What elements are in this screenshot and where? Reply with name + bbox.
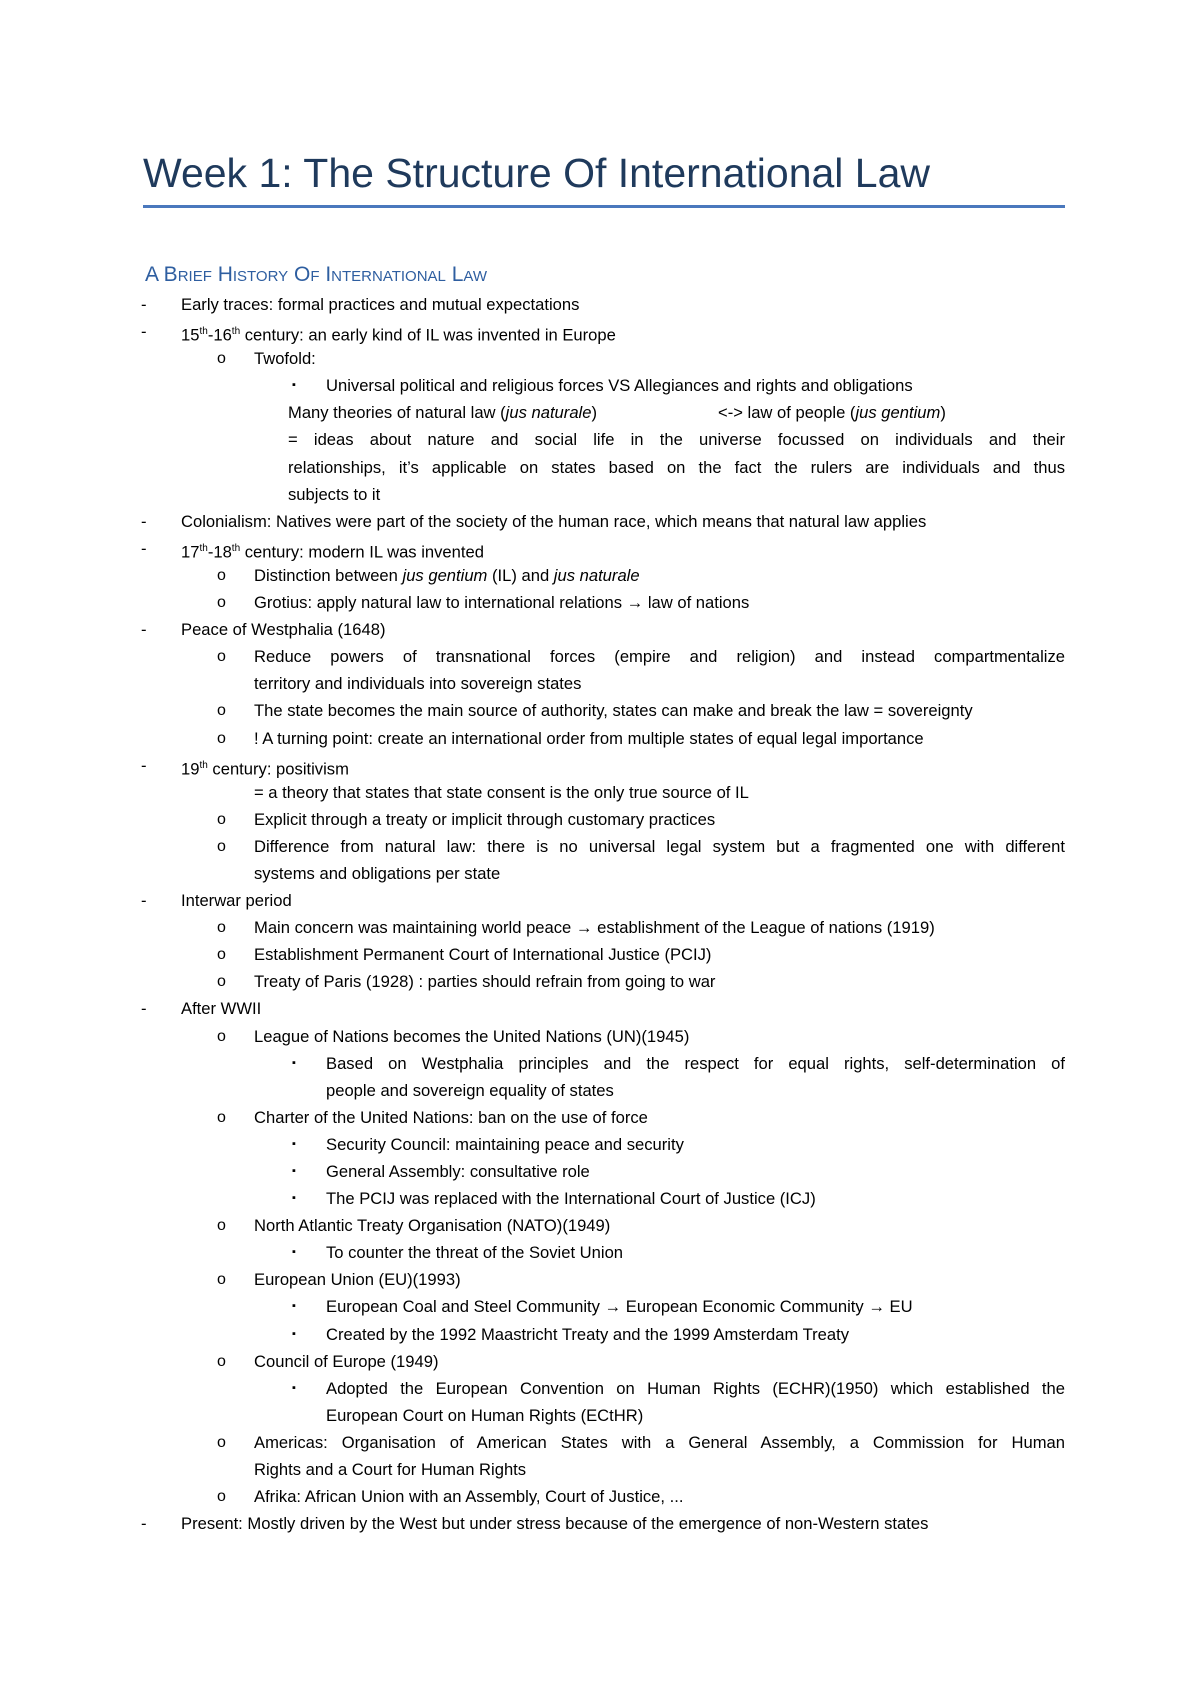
superscript: th xyxy=(199,326,208,338)
list-item xyxy=(0,1266,1200,1293)
list-item xyxy=(0,1375,1200,1402)
list-item xyxy=(0,1402,1200,1429)
list-item xyxy=(0,1429,1200,1456)
list-item-text: Grotius: apply natural law to international relations → law of nations xyxy=(254,593,750,613)
list-item-text: Created by the 1992 Maastricht Treaty and the 1999 Amsterdam Treaty xyxy=(326,1324,849,1344)
list-item-text: Peace of Westphalia (1648) xyxy=(181,620,386,640)
list-item-text: League of Nations becomes the United Nations (UN)(1945) xyxy=(254,1026,690,1046)
list-item xyxy=(0,481,1200,508)
list-item xyxy=(0,1321,1200,1348)
dash-marker: - xyxy=(141,1514,147,1534)
list-item-text: Security Council: maintaining peace and security xyxy=(326,1134,684,1154)
superscript: th xyxy=(231,542,241,554)
list-item xyxy=(0,1158,1200,1185)
circle-marker: o xyxy=(217,594,226,612)
text-run: Distinction between xyxy=(254,565,403,585)
list-item xyxy=(0,1212,1200,1239)
circle-marker: o xyxy=(217,648,226,666)
list-item xyxy=(0,833,1200,860)
notes-list xyxy=(0,291,1200,1537)
circle-marker: o xyxy=(217,1027,226,1045)
list-item xyxy=(0,589,1200,616)
list-item xyxy=(0,1023,1200,1050)
list-item xyxy=(0,1077,1200,1104)
text-run: century: modern IL was invented xyxy=(240,542,484,562)
list-item-text: subjects to it xyxy=(288,484,381,504)
circle-marker: o xyxy=(217,702,226,720)
square-marker: ▪ xyxy=(292,1327,296,1340)
list-item-text: Universal political and religious forces VS Allegiances and rights and obligations xyxy=(326,376,913,396)
dash-marker: - xyxy=(141,538,147,558)
list-item-text: systems and obligations per state xyxy=(254,863,501,883)
dash-marker: - xyxy=(141,999,147,1019)
text-run: <-> law of people ( xyxy=(718,403,856,423)
italic-term: jus gentium xyxy=(855,403,941,423)
list-item xyxy=(0,508,1200,535)
text-run: ) xyxy=(591,403,597,423)
list-item-text: Rights and a Court for Human Rights xyxy=(254,1460,527,1480)
dash-marker: - xyxy=(141,322,147,342)
circle-marker: o xyxy=(217,919,226,937)
list-item xyxy=(0,291,1200,318)
square-marker: ▪ xyxy=(292,1137,296,1150)
list-item xyxy=(0,345,1200,372)
dash-marker: - xyxy=(141,891,147,911)
dash-marker: - xyxy=(141,511,147,531)
list-item xyxy=(0,968,1200,995)
list-item-text: European Court on Human Rights (ECtHR) xyxy=(326,1405,644,1425)
square-marker: ▪ xyxy=(292,1192,296,1205)
circle-marker: o xyxy=(217,946,226,964)
text-run: 15 xyxy=(181,325,200,345)
list-item-text xyxy=(181,535,484,566)
dash-marker: - xyxy=(141,755,147,775)
list-item-text: people and sovereign equality of states xyxy=(326,1080,614,1100)
list-item xyxy=(0,372,1200,399)
circle-marker: o xyxy=(217,350,226,368)
list-item xyxy=(0,399,1200,426)
list-item xyxy=(0,1239,1200,1266)
list-item-text: Council of Europe (1949) xyxy=(254,1351,439,1371)
list-item-text: After WWII xyxy=(181,999,262,1019)
list-item-text: General Assembly: consultative role xyxy=(326,1162,590,1181)
list-item-text: Explicit through a treaty or implicit through customary practices xyxy=(254,809,716,829)
list-item-text: Adopted the European Convention on Human Rights (ECHR)(1950) which established the xyxy=(326,1378,1065,1398)
list-item xyxy=(0,1456,1200,1483)
italic-term: jus naturale xyxy=(505,403,592,423)
list-item xyxy=(0,643,1200,670)
list-item xyxy=(0,806,1200,833)
list-item-text xyxy=(181,318,616,349)
list-item xyxy=(0,562,1200,589)
list-item xyxy=(0,941,1200,968)
list-item-text: Establishment Permanent Court of International Justice (PCIJ) xyxy=(254,945,712,965)
list-item-text: Americas: Organisation of American States with a General Assembly, a Commission for Human xyxy=(254,1432,1065,1452)
list-item-text xyxy=(254,562,640,589)
list-item-text: Early traces: formal practices and mutual expectations xyxy=(181,295,580,314)
list-item-text: Difference from natural law: there is no universal legal system but a fragmented one with different xyxy=(254,836,1065,856)
circle-marker: o xyxy=(217,1271,226,1289)
list-item xyxy=(0,697,1200,724)
list-item xyxy=(0,616,1200,643)
text-run: century: positivism xyxy=(207,759,349,779)
circle-marker: o xyxy=(217,1433,226,1451)
list-item-text: North Atlantic Treaty Organisation (NATO)(1949) xyxy=(254,1216,611,1236)
list-item xyxy=(0,752,1200,779)
superscript: th xyxy=(199,759,208,771)
list-item-text: ! A turning point: create an international order from multiple states of equal legal importance xyxy=(254,728,924,748)
list-item-text: territory and individuals into sovereign states xyxy=(254,674,582,694)
list-item-text: The state becomes the main source of authority, states can make and break the law = sovereignty xyxy=(254,701,973,721)
list-item-text: Based on Westphalia principles and the respect for equal rights, self-determination of xyxy=(326,1053,1065,1073)
list-item-text: = ideas about nature and social life in the universe focussed on individuals and their xyxy=(288,430,1065,450)
list-item xyxy=(0,1131,1200,1158)
dash-marker: - xyxy=(141,620,147,640)
text-run: Many theories of natural law ( xyxy=(288,403,506,423)
circle-marker: o xyxy=(217,810,226,828)
page-title: Week 1: The Structure Of International Law xyxy=(143,150,931,196)
text-run: (IL) and xyxy=(487,565,554,585)
square-marker: ▪ xyxy=(292,1056,296,1069)
section-heading: A Brief History Of International Law xyxy=(145,263,488,286)
square-marker: ▪ xyxy=(292,1300,296,1313)
text-run: 19 xyxy=(181,759,200,779)
list-item xyxy=(0,670,1200,697)
list-item-text xyxy=(181,752,349,783)
list-item xyxy=(0,995,1200,1022)
list-item xyxy=(0,426,1200,453)
superscript: th xyxy=(231,326,241,338)
circle-marker: o xyxy=(217,1352,226,1370)
text-run: ) xyxy=(940,403,946,423)
dash-marker: - xyxy=(141,295,147,314)
italic-term: jus gentium xyxy=(402,565,488,585)
list-item-text: European Union (EU)(1993) xyxy=(254,1270,461,1290)
list-item-text xyxy=(718,399,946,426)
circle-marker: o xyxy=(217,1217,226,1235)
list-item xyxy=(0,1510,1200,1537)
list-item xyxy=(0,1104,1200,1131)
text-run: -18 xyxy=(207,542,232,562)
list-item xyxy=(0,1293,1200,1320)
circle-marker: o xyxy=(217,837,226,855)
square-marker: ▪ xyxy=(292,1381,296,1394)
square-marker: ▪ xyxy=(292,379,296,392)
list-item xyxy=(0,318,1200,345)
list-item-text: relationships, it’s applicable on states based on the fact the rulers are individuals and thus xyxy=(288,457,1065,477)
text-run: 17 xyxy=(181,542,200,562)
list-item-text: The PCIJ was replaced with the International Court of Justice (ICJ) xyxy=(326,1189,816,1209)
square-marker: ▪ xyxy=(292,1246,296,1259)
list-item-text: Twofold: xyxy=(254,349,316,369)
list-item xyxy=(0,1185,1200,1212)
list-item xyxy=(0,454,1200,481)
text-run: century: an early kind of IL was invented in Europe xyxy=(240,325,616,345)
list-item-text: Reduce powers of transnational forces (empire and religion) and instead compartmentalize xyxy=(254,647,1065,667)
square-marker: ▪ xyxy=(292,1165,296,1177)
list-item xyxy=(0,779,1200,806)
list-item xyxy=(0,725,1200,752)
circle-marker: o xyxy=(217,729,226,747)
circle-marker: o xyxy=(217,1488,226,1506)
list-item-text xyxy=(288,399,597,426)
list-item xyxy=(0,914,1200,941)
list-item-text: Afrika: African Union with an Assembly, Court of Justice, ... xyxy=(254,1487,684,1507)
list-item-text: Charter of the United Nations: ban on the use of force xyxy=(254,1107,648,1127)
list-item-text: Main concern was maintaining world peace → establishment of the League of nations (1919) xyxy=(254,918,935,938)
circle-marker: o xyxy=(217,973,226,991)
list-item xyxy=(0,1050,1200,1077)
list-item xyxy=(0,1348,1200,1375)
list-item-text: Present: Mostly driven by the West but under stress because of the emergence of non-Western states xyxy=(181,1514,929,1534)
list-item xyxy=(0,1483,1200,1510)
list-item-text: = a theory that states that state consent is the only true source of IL xyxy=(254,782,749,802)
list-item xyxy=(0,887,1200,914)
list-item xyxy=(0,535,1200,562)
list-item-text: European Coal and Steel Community → European Economic Community → EU xyxy=(326,1297,913,1317)
list-item-text: Colonialism: Natives were part of the society of the human race, which means that natural law applies xyxy=(181,511,927,531)
text-run: -16 xyxy=(207,325,232,345)
list-item xyxy=(0,860,1200,887)
list-item-text: Interwar period xyxy=(181,891,292,911)
list-item-text: To counter the threat of the Soviet Union xyxy=(326,1243,624,1263)
circle-marker: o xyxy=(217,1108,226,1126)
italic-term: jus naturale xyxy=(553,565,640,585)
title-underline xyxy=(143,205,1065,208)
superscript: th xyxy=(199,542,208,554)
list-item-text: Treaty of Paris (1928) : parties should refrain from going to war xyxy=(254,972,716,992)
circle-marker: o xyxy=(217,566,226,584)
